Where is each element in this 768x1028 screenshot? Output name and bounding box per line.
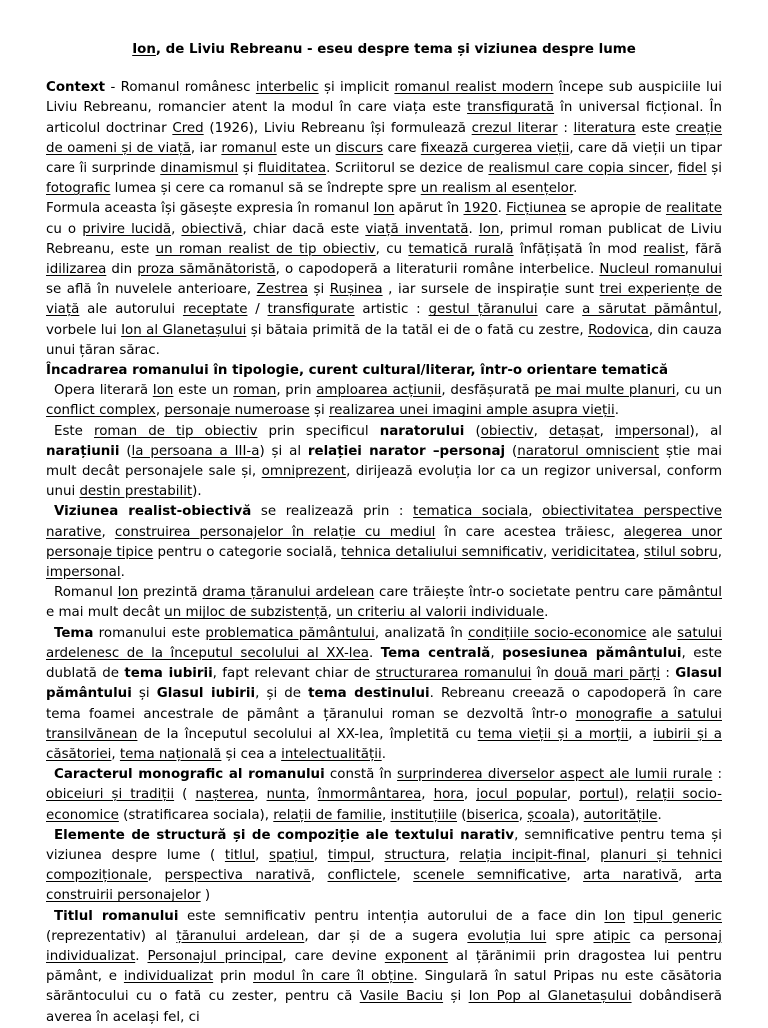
text-segment: ale	[646, 625, 678, 641]
text-segment: .	[573, 181, 578, 197]
text-segment: , fapt relevant chiar de	[212, 666, 376, 682]
bold-text: Glasul pământului	[46, 666, 723, 702]
underlined-text: pe mai multe planuri	[534, 383, 676, 399]
bold-text: relației narator –personaj	[307, 443, 506, 459]
text-segment: , semnificative pentru tema și viziunea despre lume (	[46, 827, 722, 863]
text-segment: (	[464, 423, 481, 439]
document-title	[46, 40, 722, 60]
underlined-text: interbelic	[255, 80, 319, 96]
underlined-text: obiceiuri și tradiții	[46, 787, 175, 803]
text-segment: , a	[628, 726, 654, 742]
underlined-text: exponent	[384, 948, 448, 964]
paragraph	[46, 907, 722, 1028]
text-segment: ,	[542, 544, 552, 560]
text-segment: (reprezentativ) al	[46, 928, 177, 944]
underlined-text: arta construirii personajelor	[46, 868, 722, 904]
text-segment: , care devine	[282, 948, 385, 964]
underlined-text: Ion al Glanetașului	[121, 322, 247, 338]
text-segment: . Scriitorul se dezice de	[326, 161, 489, 177]
underlined-text: fixează curgerea vieții	[420, 140, 570, 156]
underlined-text: problematica pământului	[205, 625, 375, 641]
bold-text: Tema centrală	[380, 645, 491, 661]
text-segment: se apropie de	[566, 201, 666, 217]
text-segment: . Rebreanu creează o capodoperă în care tema foamei ancestrale de pământ a țăranului roman se dezvoltă într-o	[46, 686, 722, 722]
text-segment: spre	[546, 928, 594, 944]
text-segment: , primul roman publicat de Liviu Rebreanu, este	[46, 221, 722, 257]
text-segment: prin specificul	[257, 423, 380, 439]
underlined-text: individualizat	[123, 969, 214, 985]
text-segment: prezintă	[138, 585, 203, 601]
text-segment: (	[174, 787, 196, 803]
underlined-text: obiectiv	[480, 423, 534, 439]
text-segment: ca	[630, 928, 665, 944]
underlined-text: structura	[384, 847, 446, 863]
underlined-text: a sărutat pământul	[582, 302, 718, 318]
text-segment: se realizează prin :	[251, 504, 414, 520]
text-segment: care trăiește într-o societate pentru care	[374, 585, 659, 601]
text-segment: .	[468, 221, 479, 237]
underlined-text: receptate	[182, 302, 248, 318]
bold-text: naratorului	[379, 423, 465, 439]
underlined-text: 1920	[463, 201, 498, 217]
text-segment: (	[457, 807, 467, 823]
paragraph	[46, 199, 722, 361]
underlined-text: crezul literar	[471, 120, 558, 136]
text-segment: ,	[490, 645, 503, 661]
text-segment: de la începutul secolului al XX-lea, împletită cu	[137, 726, 478, 742]
underlined-text: țăranului ardelean	[176, 928, 305, 944]
text-segment: ,	[310, 868, 328, 884]
underlined-text: planuri și tehnici compoziționale	[46, 847, 723, 884]
text-segment: și	[131, 686, 157, 702]
underlined-text: Vasile Baciu	[359, 989, 444, 1005]
bold-text: Context	[46, 80, 106, 96]
text-segment: .	[657, 807, 662, 823]
text-segment: prin	[213, 969, 254, 985]
underlined-text: veridicitatea	[551, 544, 636, 560]
underlined-text: arta narativă	[583, 868, 679, 884]
text-segment: pentru o categorie socială,	[153, 544, 342, 560]
text-segment: )	[200, 888, 211, 904]
underlined-text: tipul generic	[633, 908, 722, 924]
underlined-text: scenele semnificative	[413, 868, 567, 884]
underlined-text: tema națională	[119, 746, 222, 762]
underlined-text: romanul	[221, 140, 277, 156]
text-segment: ,	[463, 787, 477, 803]
text-segment: , este dublată de	[46, 645, 723, 682]
underlined-text: conflictele	[327, 868, 397, 884]
text-segment: ,	[171, 221, 182, 237]
text-segment: lumea și cere ca romanul să se îndrepte spre	[110, 181, 421, 197]
paragraph	[46, 361, 722, 381]
text-segment: ,	[678, 868, 695, 884]
underlined-text: titlul	[224, 847, 256, 863]
underlined-text: roman de tip obiectiv	[94, 423, 258, 439]
bold-text: posesiunea pământului	[502, 645, 682, 661]
underlined-text: surprinderea diverselor aspect ale lumii rurale	[397, 767, 713, 783]
text-segment: , desfășurată	[441, 383, 535, 399]
underlined-text: două mari părți	[554, 666, 661, 682]
text-segment: , iar sursele de inspirație sunt	[382, 282, 600, 298]
underlined-text: tehnica detaliului semnificativ	[341, 544, 543, 560]
text-segment: este un	[276, 140, 336, 156]
underlined-text: Ion	[152, 383, 174, 399]
bold-text: narațiunii	[46, 443, 120, 459]
underlined-text: personaj individualizat	[46, 928, 722, 964]
underlined-text: literatura	[573, 120, 636, 136]
text-segment: .	[497, 201, 507, 217]
paragraph	[46, 583, 722, 623]
text-segment: , prin	[276, 383, 317, 399]
underlined-text: stilul sobru	[643, 544, 718, 560]
underlined-text: biserica	[466, 807, 519, 823]
underlined-text: jocul popular	[476, 787, 567, 803]
underlined-text: gestul țăranului	[428, 302, 538, 318]
text-segment: , de Liviu Rebreanu - eseu despre tema și viziunea despre lume	[155, 42, 636, 57]
paragraph	[46, 765, 722, 826]
underlined-text: alegerea unor personaje tipice	[46, 524, 722, 560]
underlined-text: Ion Pop al Glanetașului	[468, 989, 632, 1005]
underlined-text: discurs	[335, 140, 384, 156]
underlined-text: Personajul principal	[147, 948, 283, 964]
underlined-text: hora	[433, 787, 464, 803]
underlined-text: conflict complex	[46, 403, 156, 419]
text-segment: ).	[192, 484, 202, 500]
text-segment: ,	[586, 847, 601, 863]
underlined-text: modul în care îl obține	[253, 969, 414, 985]
underlined-text: realist	[643, 241, 685, 257]
text-segment: ,	[717, 544, 723, 560]
underlined-text: iubirii și a căsătoriei	[46, 726, 722, 762]
text-segment: ,	[445, 847, 460, 863]
text-segment: cu o	[46, 221, 83, 237]
underlined-text: Ficțiunea	[506, 201, 567, 217]
text-segment: ,	[421, 787, 434, 803]
underlined-text: obiectivitatea perspective narative	[46, 504, 722, 540]
text-segment: și implicit	[318, 80, 395, 96]
paragraph	[46, 381, 722, 421]
text-segment: ,	[254, 787, 267, 803]
bold-text: Titlul romanului	[54, 908, 179, 924]
text-segment: .	[614, 403, 619, 419]
underlined-text: Nucleul romanului	[599, 262, 723, 278]
underlined-text: realismul care copia sincer	[488, 161, 669, 177]
text-segment: ,	[599, 423, 615, 439]
text-segment: Formula aceasta își găsește expresia în romanul	[46, 201, 374, 217]
text-segment: , analizată în	[374, 625, 469, 641]
text-segment: .	[381, 746, 386, 762]
text-segment: și cea a	[221, 746, 282, 762]
text-segment: artistic :	[354, 302, 429, 318]
text-segment: , dar și de a sugera	[304, 928, 468, 944]
underlined-text: structurarea romanului	[375, 666, 532, 682]
text-segment: dobândiseră averea în același fel, ci	[46, 989, 723, 1025]
text-segment: romanului este	[93, 625, 206, 641]
underlined-text: proza sămănătoristă	[137, 262, 276, 278]
text-segment: ) și al	[259, 443, 308, 459]
underlined-text: nunta	[266, 787, 306, 803]
underlined-text: fotografic	[46, 181, 111, 197]
text-segment: în universal ficțional. În articolul doctrinar	[46, 100, 722, 136]
text-segment: :	[557, 120, 574, 136]
underlined-text: monografie a satului transilvănean	[46, 706, 722, 742]
text-segment: ,	[635, 544, 644, 560]
text-segment: :	[660, 666, 676, 682]
text-segment: ,	[370, 847, 385, 863]
underlined-text: personaje numeroase	[164, 403, 310, 419]
underlined-text: tematica sociala	[413, 504, 529, 520]
underlined-text: Rușinea	[329, 282, 383, 298]
underlined-text: spațiul	[269, 847, 314, 863]
text-segment: și	[706, 161, 722, 177]
underlined-text: drama țăranului ardelean	[202, 585, 375, 601]
underlined-text: școala	[527, 807, 570, 823]
text-segment: ,	[255, 847, 269, 863]
paragraph	[46, 624, 722, 765]
text-segment: ),	[618, 787, 637, 803]
text-segment: Romanul	[54, 585, 118, 601]
underlined-text: autoritățile	[583, 807, 658, 823]
text-segment: Opera literară	[54, 383, 153, 399]
text-segment: și	[309, 403, 329, 419]
underlined-text: atipic	[593, 928, 631, 944]
underlined-text: tematică rurală	[408, 241, 514, 257]
bold-text: tema destinului	[308, 686, 430, 702]
text-segment: , cu	[375, 241, 409, 257]
bold-text: Glasul iubirii	[156, 686, 256, 702]
bold-text: Caracterul monografic al romanului	[54, 767, 325, 783]
underlined-text: pământul	[658, 585, 722, 601]
text-segment: ,	[155, 403, 165, 419]
underlined-text: romanul realist modern	[394, 80, 554, 96]
underlined-text: intelectualității	[281, 746, 382, 762]
text-segment: în	[531, 666, 555, 682]
text-segment: și	[443, 989, 469, 1005]
underlined-text: Ion	[373, 201, 395, 217]
underlined-text: transfigurate	[267, 302, 355, 318]
text-segment: ,	[566, 868, 584, 884]
paragraph	[46, 422, 722, 503]
text-segment: ,	[313, 847, 328, 863]
underlined-text: Cred	[172, 120, 204, 136]
text-segment: și	[238, 161, 259, 177]
underlined-text: omniprezent	[261, 464, 347, 480]
underlined-text: transfigurată	[467, 100, 555, 116]
underlined-text: idilizarea	[46, 262, 107, 278]
text-segment: este	[635, 120, 676, 136]
text-segment: începe sub auspiciile lui Liviu Rebreanu, romancier atent la modul în care viața este	[46, 80, 722, 116]
text-segment: constă în	[324, 767, 398, 783]
text-segment: , dirijează evoluția lor ca un regizor universal, conform unui	[46, 464, 722, 500]
text-segment: ), al	[689, 423, 723, 439]
text-segment	[625, 909, 634, 924]
text-segment: , și de	[255, 686, 309, 702]
underlined-text: realitate	[665, 201, 723, 217]
underlined-text: realizarea unei imagini ample asupra vieții	[328, 403, 615, 419]
text-segment: din	[106, 262, 138, 278]
text-segment: ,	[381, 807, 391, 823]
text-segment: ,	[396, 868, 414, 884]
text-segment: înfățișată în mod	[513, 241, 644, 257]
underlined-text: construirea personajelor în relație cu mediul	[114, 524, 436, 540]
underlined-text: la persoana a III-a	[131, 443, 260, 459]
underlined-text: amploarea acțiunii	[316, 383, 442, 399]
text-segment: în care acestea trăiesc,	[435, 524, 624, 540]
underlined-text: Rodovica	[588, 322, 649, 338]
text-segment: ,	[111, 746, 120, 762]
text-segment: și bătaia primită de la tatăl ei de o fată cu zestre,	[246, 322, 589, 338]
text-segment: , fără	[684, 241, 722, 257]
text-segment: ),	[569, 807, 584, 823]
underlined-text: Ion	[604, 908, 626, 924]
underlined-text: relații de familie	[273, 807, 382, 823]
text-segment: e mai mult decât	[46, 605, 165, 621]
underlined-text: fidel	[677, 161, 707, 177]
bold-text: Încadrarea romanului în tipologie, curent cultural/literar, într-o orientare tematică	[46, 363, 669, 379]
document-body	[46, 78, 722, 1028]
text-segment: ale autorului	[79, 302, 183, 318]
text-segment: ,	[327, 605, 337, 621]
text-segment: (stratificarea sociala),	[118, 807, 274, 823]
text-segment: , iar	[190, 140, 222, 156]
underlined-text: obiectivă	[181, 221, 243, 237]
text-segment: . Singulară în satul Pripas nu este căsătoria sărăntocului cu o fată cu zester, pentru că	[46, 969, 723, 1005]
underlined-text: viață inventată	[365, 221, 469, 237]
underlined-text: nașterea	[195, 787, 255, 803]
underlined-text: relația incipit-final	[459, 847, 587, 863]
underlined-text: un roman realist de tip obiectiv	[155, 241, 376, 257]
underlined-text: dinamismul	[160, 161, 239, 177]
underlined-text: timpul	[327, 847, 371, 863]
underlined-text: înmormântarea	[317, 787, 422, 803]
underlined-text: instituțiile	[390, 807, 458, 823]
text-segment: este semnificativ pentru intenția autorului de a face din	[178, 908, 605, 924]
underlined-text: satului ardelenesc de la începutul secolului al XX-lea	[46, 625, 723, 661]
bold-text: tema iubirii	[124, 666, 213, 682]
text-segment: ,	[528, 504, 543, 520]
text-segment: .	[368, 645, 381, 661]
paragraph	[46, 502, 722, 583]
underlined-text: impersonal	[614, 423, 690, 439]
underlined-text: privire lucidă	[82, 221, 172, 237]
text-segment: - Romanul românesc	[105, 80, 256, 96]
text-segment: (	[505, 443, 518, 459]
underlined-text: un realism al esențelor	[420, 181, 574, 197]
underlined-text: relații socio-economice	[46, 787, 723, 823]
paragraph	[46, 826, 722, 907]
text-segment: apărut în	[394, 201, 464, 217]
text-segment: , chiar dacă este	[242, 221, 366, 237]
bold-text: Elemente de structură și de compoziție ale textului narativ	[54, 827, 515, 843]
underlined-text: impersonal	[46, 565, 121, 581]
text-segment: ,	[668, 161, 678, 177]
underlined-text: condițiile socio-economice	[468, 625, 647, 641]
text-segment: .	[120, 565, 125, 581]
underlined-text: un mijloc de subzistență	[164, 605, 328, 621]
text-segment: ,	[101, 524, 115, 540]
underlined-text: detașat	[548, 423, 600, 439]
text-segment: care	[537, 302, 583, 318]
paragraph	[46, 78, 722, 199]
text-segment: ,	[147, 868, 165, 884]
text-segment: care	[383, 140, 421, 156]
text-segment: și	[307, 282, 330, 298]
underlined-text: Ion	[117, 585, 139, 601]
text-segment: , care dă vieții un tipar care îi surprinde	[46, 140, 723, 177]
text-segment: este un	[173, 383, 234, 399]
underlined-text: naratorul omniscient	[517, 443, 660, 459]
text-segment: .	[135, 948, 148, 964]
bold-text: Viziunea realist-obiectivă	[54, 504, 252, 520]
text-segment: .	[544, 605, 549, 621]
underlined-text: destin prestabilit	[79, 484, 193, 500]
underlined-text: creație de oameni și de viață	[46, 120, 723, 156]
text-segment: , din cauza unui țăran sărac.	[46, 322, 722, 358]
text-segment: ,	[518, 807, 528, 823]
text-segment: știe mai mult decât personajele sale și,	[46, 443, 723, 480]
text-segment: , o capodoperă a literaturii române interbelice.	[275, 262, 600, 278]
text-segment: ,	[533, 423, 549, 439]
underlined-text: Zestrea	[256, 282, 308, 298]
underlined-text: perspectiva narativă	[164, 868, 311, 884]
text-segment: (	[119, 443, 132, 459]
text-segment: (1926), Liviu Rebreanu își formulează	[203, 120, 472, 136]
underlined-text: fluiditatea	[258, 161, 327, 177]
bold-text: Tema	[54, 625, 94, 641]
underlined-text: evoluția lui	[467, 928, 547, 944]
underlined-text: portul	[579, 787, 619, 803]
underlined-text: tema vieții și a morții	[477, 726, 629, 742]
underlined-text: Ion	[132, 42, 156, 57]
underlined-text: Ion	[478, 221, 500, 237]
text-segment: ,	[305, 787, 318, 803]
text-segment: al țărănimii prin dragostea lui pentru pământ, e	[46, 948, 722, 985]
text-segment: :	[712, 767, 722, 783]
underlined-text: trei experiențe de viață	[46, 282, 722, 318]
text-segment: , vorbele lui	[46, 302, 723, 338]
underlined-text: un criteriu al valorii individuale	[336, 605, 545, 621]
text-segment: ,	[566, 787, 580, 803]
text-segment: se află în nuvelele anterioare,	[46, 282, 257, 298]
text-segment: , cu un	[675, 383, 723, 399]
text-segment: Este	[54, 423, 94, 439]
text-segment: /	[247, 302, 268, 318]
underlined-text: roman	[233, 383, 277, 399]
